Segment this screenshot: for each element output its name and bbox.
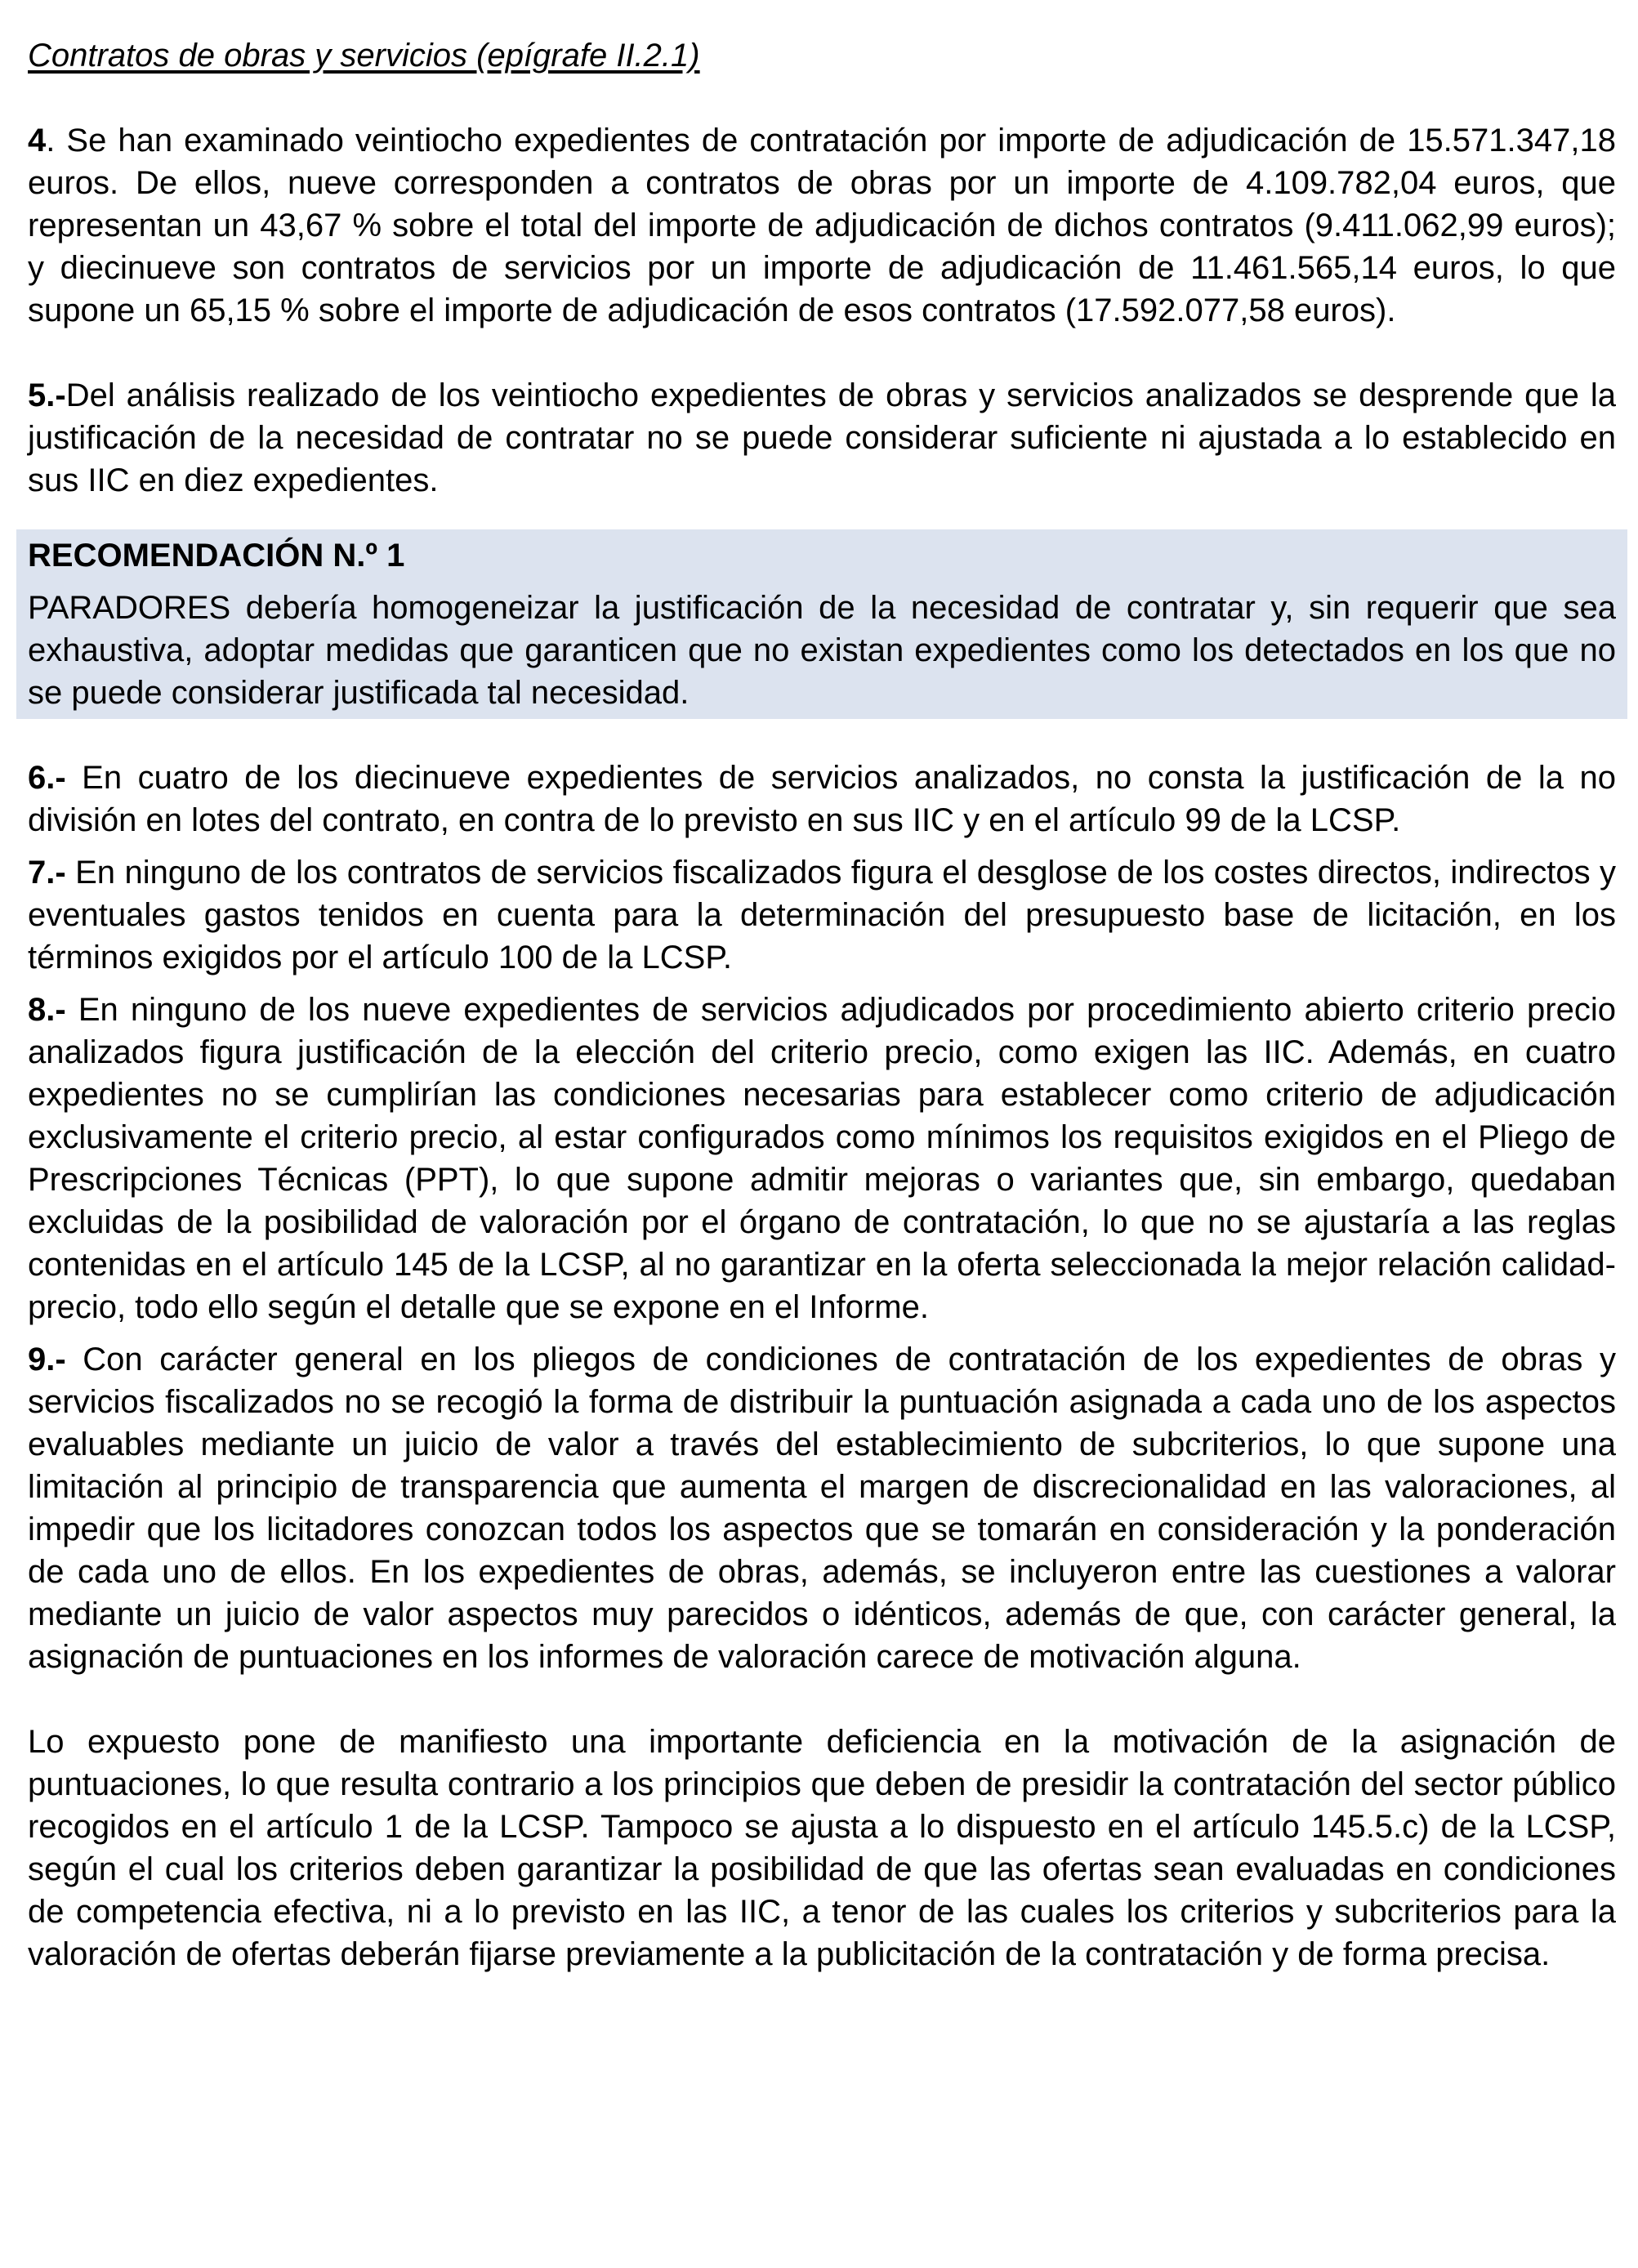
paragraph-number: 8.-: [28, 992, 66, 1028]
paragraph-number: 5.-: [28, 377, 66, 413]
paragraph-number: 7.-: [28, 855, 66, 891]
paragraph-text: . Se han examinado veintiocho expedientes de contratación por importe de adjudicación de 15.571.347,18 euros. De ellos, nueve corresponden a contratos de obras por un importe de 4.109.782,04 euros, que representan un 43,67 % sobre el total del importe de adjudicación de dichos contratos (9.411.062,99 euros); y diecinueve son contratos de servicios por un importe de adjudicación de 11.461.565,14 euros, lo que supone un 65,15 % sobre el importe de adjudicación de esos contratos (17.592.077,58 euros).: [28, 123, 1616, 328]
paragraph-text: Con carácter general en los pliegos de condiciones de contratación de los expedientes de obras y servicios fiscalizados no se recogió la forma de distribuir la puntuación asignada a cada uno de los aspectos evaluables mediante un juicio de valor a través del establecimiento de subcriterios, lo que supone una limitación al principio de transparencia que aumenta el margen de discrecionalidad en las valoraciones, al impedir que los licitadores conozcan todos los aspectos que se tomarán en consideración y la ponderación de cada uno de ellos. En los expedientes de obras, además, se incluyeron entre las cuestiones a valorar mediante un juicio de valor aspectos muy parecidos o idénticos, además de que, con carácter general, la asignación de puntuaciones en los informes de valoración carece de motivación alguna.: [28, 1342, 1616, 1675]
paragraph-text: En ninguno de los nueve expedientes de servicios adjudicados por procedimiento abierto criterio precio analizados figura justificación de la elección del criterio precio, como exigen las IIC. Además, en cuatro expedientes no se cumplirían las condiciones necesarias para establecer como criterio de adjudicación exclusivamente el criterio precio, al estar configurados como mínimos los requisitos exigidos en el Pliego de Prescripciones Técnicas (PPT), lo que supone admitir mejoras o variantes que, sin embargo, quedaban excluidas de la posibilidad de valoración por el órgano de contratación, lo que no se ajustaría a las reglas contenidas en el artículo 145 de la LCSP, al no garantizar en la oferta seleccionada la mejor relación calidad-precio, todo ello según el detalle que se expone en el Informe.: [28, 992, 1616, 1325]
paragraph-number: 9.-: [28, 1342, 66, 1377]
paragraph-number: 6.-: [28, 760, 66, 796]
closing-paragraph: Lo expuesto pone de manifiesto una importante deficiencia en la motivación de la asignación de puntuaciones, lo que resulta contrario a los principios que deben de presidir la contratación del sector público recogidos en el artículo 1 de la LCSP. Tampoco se ajusta a lo dispuesto en el artículo 145.5.c) de la LCSP, según el cual los criterios deben garantizar la posibilidad de que las ofertas sean evaluadas en condiciones de competencia efectiva, ni a lo previsto en las IIC, a tenor de las cuales los criterios y subcriterios para la valoración de ofertas deberán fijarse previamente a la publicitación de la contratación y de forma precisa.: [28, 1724, 1616, 1972]
paragraph-6: [28, 757, 1616, 842]
paragraph-number: 4: [28, 123, 47, 158]
paragraph-7: [28, 851, 1616, 979]
paragraph-text: Del análisis realizado de los veintiocho expedientes de obras y servicios analizados se desprende que la justificación de la necesidad de contratar no se puede considerar suficiente ni ajustada a lo establecido en sus IIC en diez expedientes.: [28, 377, 1616, 498]
paragraph-5: [28, 374, 1616, 502]
recommendation-text: PARADORES debería homogeneizar la justificación de la necesidad de contratar y, sin requerir que sea exhaustiva, adoptar medidas que garanticen que no existan expedientes como los detectados en los que no se puede considerar justificada tal necesidad.: [28, 590, 1616, 711]
document-page: [28, 34, 1616, 1976]
paragraph-9: [28, 1338, 1616, 1678]
paragraph-text: En cuatro de los diecinueve expedientes de servicios analizados, no consta la justificación de la no división en lotes del contrato, en contra de lo previsto en sus IIC y en el artículo 99 de la LCSP.: [28, 760, 1616, 838]
section-heading: Contratos de obras y servicios (epígrafe II.2.1): [28, 38, 700, 74]
paragraph-text: En ninguno de los contratos de servicios fiscalizados figura el desglose de los costes directos, indirectos y eventuales gastos tenidos en cuenta para la determinación del presupuesto base de licitación, en los términos exigidos por el artículo 100 de la LCSP.: [28, 855, 1616, 976]
paragraph-4: [28, 119, 1616, 332]
recommendation-title: RECOMENDACIÓN N.º 1: [28, 538, 405, 574]
paragraph-8: [28, 989, 1616, 1328]
recommendation-box: [16, 529, 1627, 719]
